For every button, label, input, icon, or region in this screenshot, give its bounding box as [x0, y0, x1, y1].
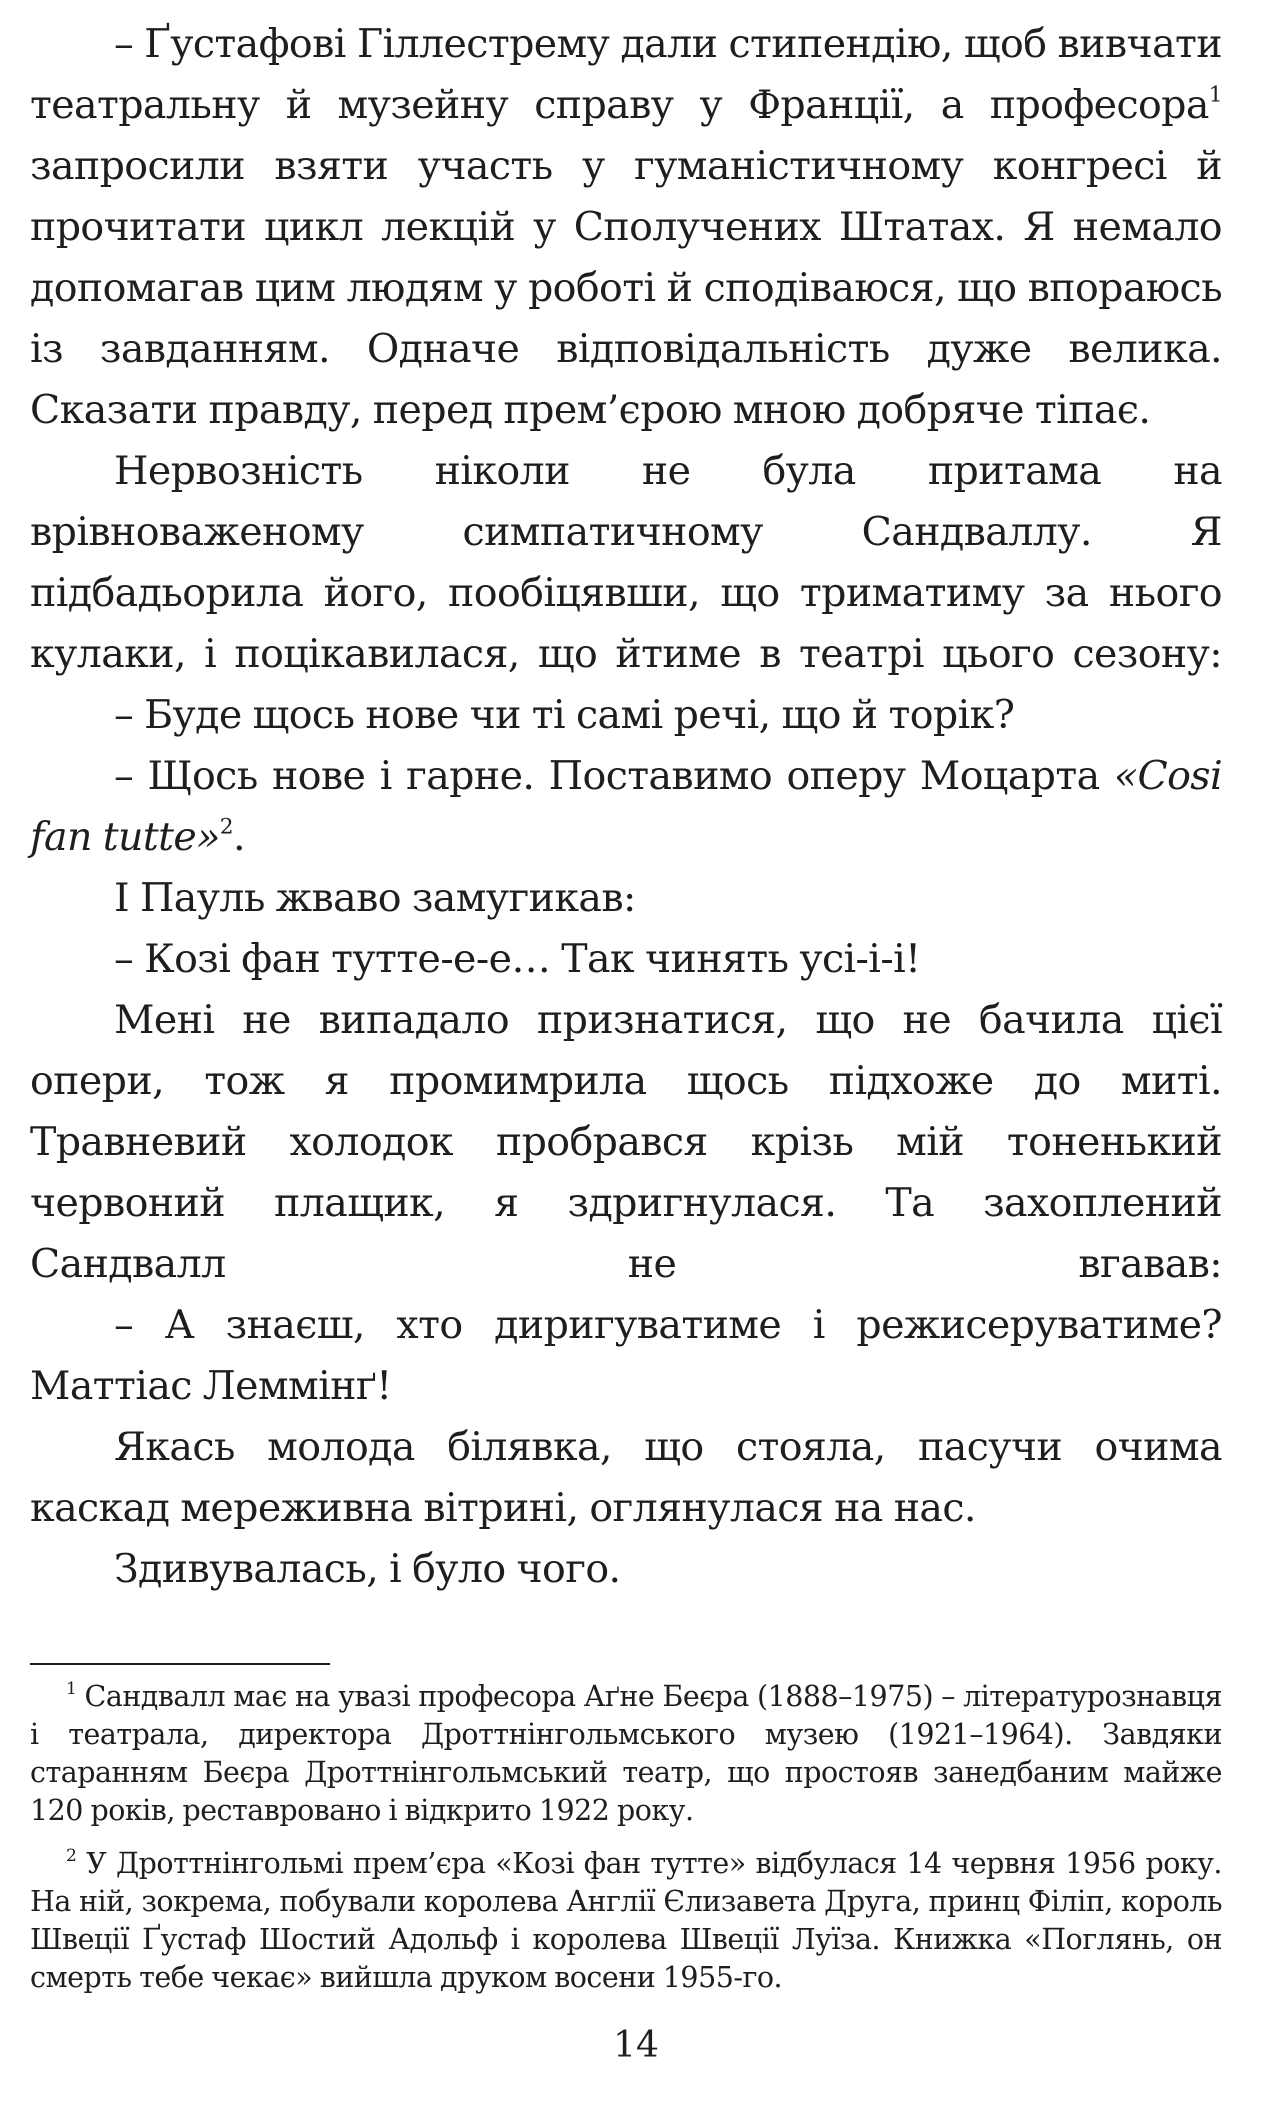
paragraph-4-text-b: . [233, 814, 245, 860]
footnote-ref-1: 1 [1208, 82, 1222, 108]
footnote-2-text: У Дроттнінгольмі прем’єра «Козі фан тутте» відбулася 14 червня 1956 року. На ній, зокрема, побували королева Англії Єлизавета Друга, принц Філіп, король Швеції Ґустаф Шостий Адольф і королева Швеції Луїза. Книжка «Поглянь, он смерть тебе чекає» вийшла друком восени 1955-го. [30, 1847, 1222, 1994]
footnotes [30, 1678, 1222, 2012]
paragraph-1 [30, 14, 1222, 441]
opera-title: «Cosi fan tutte» [30, 753, 1222, 860]
footnote-separator [30, 1663, 330, 1665]
footnote-1-text: Сандвалл має на увазі професора Аґне Беєра (1888–1975) – літературознавця і театрала, директора Дроттнінгольмського музею (1921–1964). Завдяки стаpанням Беєра Дроттнінгольмський театр, що простояв занедбаним майже 120 років, реставровано і відкрито 1922 року. [30, 1680, 1222, 1827]
footnote-2-marker: 2 [66, 1846, 77, 1867]
main-text [30, 14, 1222, 1600]
page-number: 14 [613, 2025, 659, 2066]
paragraph-8: – А знаєш, хто диригуватиме і режисеруватиме? Маттіас Леммінґ! [30, 1302, 1222, 1409]
paragraph-10: Здивувалась, і було чого. [114, 1546, 621, 1592]
paragraph-4 [30, 746, 1222, 868]
paragraph-9: Якась молода білявка, що стояла, пасучи очима каскад мереживна вітрині, оглянулася на нас. [30, 1424, 1222, 1531]
paragraph-3: – Буде щось нове чи ті самі речі, що й торік? [114, 692, 1015, 738]
paragraph-7: Мені не випадало признатися, що не бачила цієї опери, тож я промимрила щось підхоже до миті. Травневий холодок пробрався крізь мій тоненький червоний плащик, я здригнулася. Та захоплений Сандвалл не вгавав: [30, 997, 1222, 1287]
paragraph-2: Нервозність ніколи не була притама на врівноваженому симпатичному Сандваллу. Я підбадьорила його, пообіцявши, що триматиму за нього кулаки, і поцікавилася, що йтиме в театрі цього сезону: [30, 448, 1222, 677]
paragraph-1-text-a: – Ґустафові Гіллестрему дали стипендію, щоб вивчати театральну й музейну справу у Франції, а професора [30, 21, 1222, 128]
paragraph-6: – Козі фан тутте-е-е… Так чинять усі-і-і! [114, 936, 921, 982]
footnote-1 [30, 1678, 1222, 1830]
footnote-1-marker: 1 [66, 1679, 77, 1700]
paragraph-4-text-a: – Щось нове і гарне. Поставимо оперу Моцарта [114, 753, 1114, 799]
footnote-ref-2: 2 [219, 814, 233, 840]
paragraph-1-text-b: запросили взяти участь у гуманістичному конгресі й прочитати цикл лекцій у Сполучених Штатах. Я немало допомагав цим людям у роботі й сподіваюся, що впораюсь із завданням. Одначе відповідальність дуже велика. Сказати правду, перед прем’єрою мною добряче тіпає. [30, 143, 1222, 433]
paragraph-5: І Пауль жваво замугикав: [114, 875, 636, 921]
footnote-2 [30, 1845, 1222, 1997]
page-body [30, 14, 1222, 1600]
